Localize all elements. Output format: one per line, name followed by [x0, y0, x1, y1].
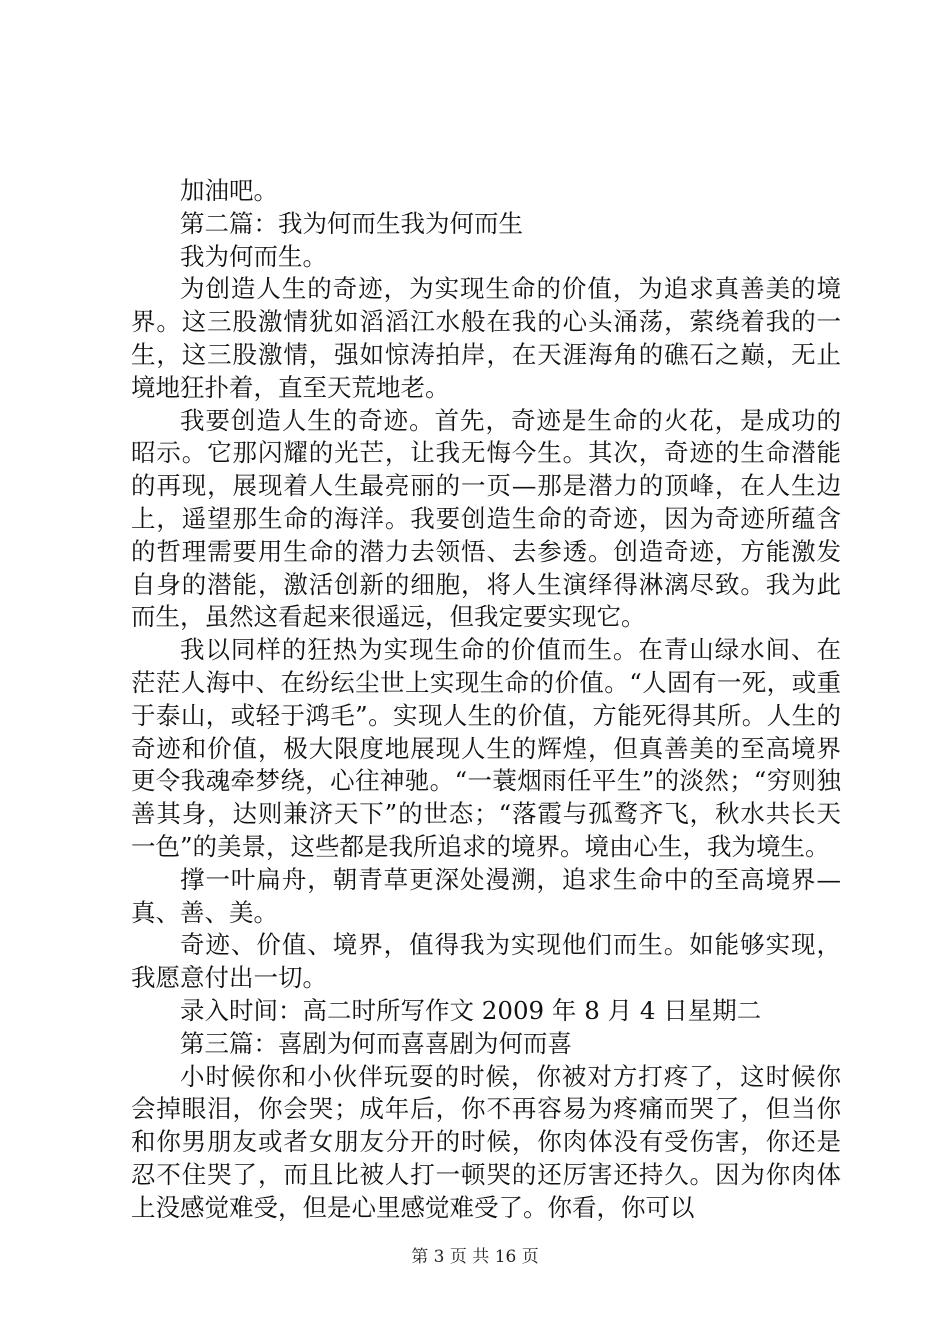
paragraph: 为创造人生的奇迹，为实现生命的价值，为追求真善美的境界。这三股激情犹如滔滔江水般在我的心头涌荡，萦绕着我的一生，这三股激情，强如惊涛拍岸，在天涯海角的礁石之巅，无止境地狂扑着，直至天荒地老。	[131, 274, 841, 402]
paragraph: 加油吧。	[180, 176, 278, 205]
paragraph: 我要创造人生的奇迹。首先，奇迹是生命的火花，是成功的昭示。它那闪耀的光芒，让我无悔今生。其次，奇迹的生命潜能的再现，展现着人生最亮丽的一页—那是潜力的顶峰，在人生边上，遥望那生命的海洋。我要创造生命的奇迹，因为奇迹所蕴含的哲理需要用生命的潜力去领悟、去参透。创造奇迹，方能激发自身的潜能，激活创新的细胞，将人生演绎得淋漓尽致。我为此而生，虽然这看起来很遥远，但我定要实现它。	[131, 405, 841, 632]
paragraph: 我以同样的狂热为实现生命的价值而生。在青山绿水间、在茫茫人海中、在纷纭尘世上实现生命的价值。“人固有一死，或重于泰山，或轻于鸿毛”。实现人生的价值，方能死得其所。人生的奇迹和价值，极大限度地展现人生的辉煌，但真善美的至高境界更令我魂牵梦绕，心往神驰。“一蓑烟雨任平生”的淡然；“穷则独善其身，达则兼济天下”的世态；“落霞与孤鹜齐飞，秋水共长天一色”的美景，这些都是我所追求的境界。境由心生，我为境生。	[131, 635, 841, 861]
section-heading: 第三篇：喜剧为何而喜喜剧为何而喜	[180, 1028, 572, 1058]
document-body	[131, 175, 841, 1225]
paragraph: 小时候你和小伙伴玩耍的时候，你被对方打疼了，这时候你会掉眼泪，你会哭；成年后，你不再容易为疼痛而哭了，但当你和你男朋友或者女朋友分开的时候，你肉体没有受伤害，你还是忍不住哭了，而且比被人打一顿哭的还厉害还持久。因为你肉体上没感觉难受，但是心里感觉难受了。你看，你可以	[131, 1061, 841, 1222]
page-footer: 第 3 页 共 16 页	[411, 1247, 539, 1267]
section-heading: 第二篇：我为何而生我为何而生	[180, 208, 523, 238]
paragraph: 撑一叶扁舟，朝青草更深处漫溯，追求生命中的至高境界—真、善、美。	[131, 864, 841, 927]
paragraph: 我为何而生。	[180, 241, 327, 271]
paragraph: 奇迹、价值、境界，值得我为实现他们而生。如能够实现，我愿意付出一切。	[131, 930, 841, 993]
paragraph: 录入时间：高二时所写作文 2009 年 8 月 4 日星期二	[180, 995, 762, 1025]
